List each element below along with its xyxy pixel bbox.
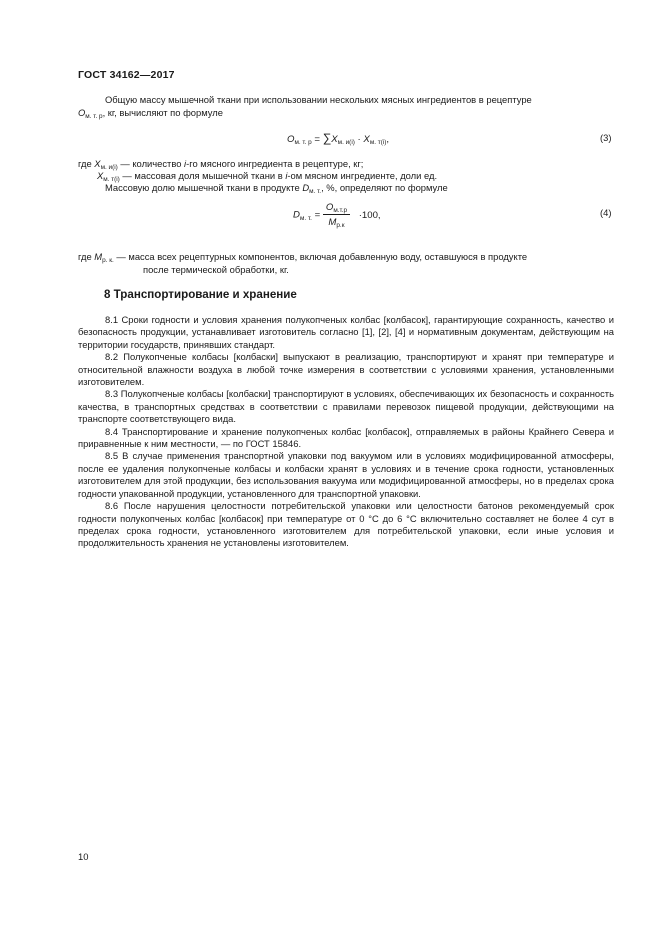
paragraph-8-3: 8.3 Полукопченые колбасы [колбаски] транспортируют в условиях, обеспечивающих их безопасность и сохранность качества, в транспортных средствах в соответствии с правилами перевозок пищевой продукции, действующими на транспорте соответствующего вида. [78, 388, 614, 425]
formula-4-lhs: D [293, 209, 300, 221]
intro-2-sub: м. т. [309, 188, 322, 195]
where-4-text-1: — масса всех рецептурных компонентов, включая добавленную воду, оставшуюся в продукте [113, 251, 528, 262]
section-title: 8 Транспортирование и хранение [104, 288, 297, 301]
where-4-sub: р. к. [102, 257, 114, 264]
formula-4-denominator [323, 215, 350, 228]
where-3-item-2-text-a: — массовая доля мышечной ткани в [119, 170, 286, 181]
symbol-o: O [78, 107, 86, 118]
formula-3-eq: = [314, 134, 321, 145]
intro-line-2 [78, 107, 223, 121]
where-3-item-1-text-a: — количество [117, 158, 185, 169]
formula-4-den-sub: р.к [336, 222, 345, 229]
sum-symbol: ∑ [322, 131, 332, 145]
formula-3 [287, 131, 389, 145]
where-3-item-2-text-b: -ом мясном ингредиенте, доли ед. [287, 170, 438, 181]
formula-4-number: (4) [600, 207, 612, 218]
where-3-item-1-sym: X [94, 158, 101, 169]
formula-4-numerator [323, 202, 350, 215]
document-header: ГОСТ 34162—2017 [78, 69, 175, 81]
formula-3-number: (3) [600, 132, 612, 143]
formula-3-x1: X [331, 134, 338, 145]
page-number: 10 [78, 851, 89, 862]
intro-2-text-b: , %, определяют по формуле [321, 182, 448, 193]
intro-2 [105, 182, 448, 196]
where-3-item-1-text-b: -го мясного ингредиента в рецептуре, кг; [186, 158, 364, 169]
formula-4-fraction [323, 202, 350, 228]
intro-line-1: Общую массу мышечной ткани при использовании нескольких мясных ингредиентов в рецептуре [105, 94, 532, 105]
where-prefix: где [78, 158, 92, 169]
intro-2-sym: D [302, 182, 310, 193]
where-3-item-1-i: i [184, 158, 187, 169]
where-4-sym: M [94, 251, 103, 262]
formula-4-eq: = [314, 209, 321, 221]
paragraph-8-2: 8.2 Полукопченые колбасы [колбаски] выпускают в реализацию, транспортируют и хранят при температуре и относительной влажности воздуха в любой точке измерения в соответствии с условиями хранения, установленными изготовителем. [78, 351, 614, 388]
paragraph-8-1: 8.1 Сроки годности и условия хранения полукопченых колбас [колбасок], гарантирующие сохранность, качество и безопасность продукции, устанавливает изготовитель согласно [1], [2], [4] и нормативным документам, действующим на территории государств, принявших стандарт. [78, 314, 614, 350]
formula-4 [293, 202, 381, 228]
paragraph-8-6: 8.6 После нарушения целостности потребительской упаковки или целостности батонов рекомендуемый срок годности полукопченых колбас [колбасок] при температуре от 0 °С до 6 °С включительно составляет не более 4 сут в пределах срока годности, установленного изготовителем для потребительской упаковки, если иные условия и продолжительность хранения не установлены изготовителем. [78, 500, 614, 549]
paragraph-8-4: 8.4 Транспортирование и хранение полукопченых колбас [колбасок], отправляемых в районы Крайнего Севера и приравненные к ним местности, — по ГОСТ 15846. [78, 425, 614, 450]
formula-4-num: O [325, 202, 334, 213]
formula-3-lhs-sub: м. т. р [294, 139, 312, 146]
where-4-line-2: после термической обработки, кг. [143, 264, 289, 275]
formula-3-x2-sub: м. т(i) [369, 139, 387, 146]
formula-3-x2: X [363, 134, 370, 145]
where-3-item-2-sym: X [97, 170, 104, 181]
where-3-item-2-i: i [285, 170, 288, 181]
formula-4-den: M [328, 217, 337, 228]
formula-4-tail: ·100, [358, 209, 381, 221]
formula-3-dot: · [357, 134, 361, 145]
formula-3-x1-sub: м. и(i) [337, 139, 355, 146]
formula-4-lhs-sub: м. т. [299, 214, 312, 222]
intro-line-2-tail: , кг, вычисляют по формуле [102, 107, 223, 118]
where-3-item-2-sub: м. т(i) [103, 176, 120, 183]
symbol-o-subscript: м. т. р [85, 113, 103, 120]
section-body [78, 314, 614, 550]
intro-2-text-a: Массовую долю мышечной ткани в продукте [105, 182, 303, 193]
paragraph-8-5: 8.5 В случае применения транспортной упаковки под вакуумом или в условиях модифицированной атмосферы, после ее удаления полукопченые колбасы и колбаски хранят в условиях и в течение срока годности, установленных изготовителем для этой продукции, без использования вакуума или модифицированной атмосферы, но в пределах срока годности упакованной продукции, установленного для транспортной упаковки. [78, 450, 614, 499]
where-4-prefix: где [78, 251, 92, 262]
formula-4-num-sub: м.т.р [333, 207, 348, 214]
formula-3-end: , [386, 134, 390, 145]
where-3-item-1-sub: м. и(i) [100, 164, 118, 171]
formula-3-lhs: O [287, 134, 295, 145]
